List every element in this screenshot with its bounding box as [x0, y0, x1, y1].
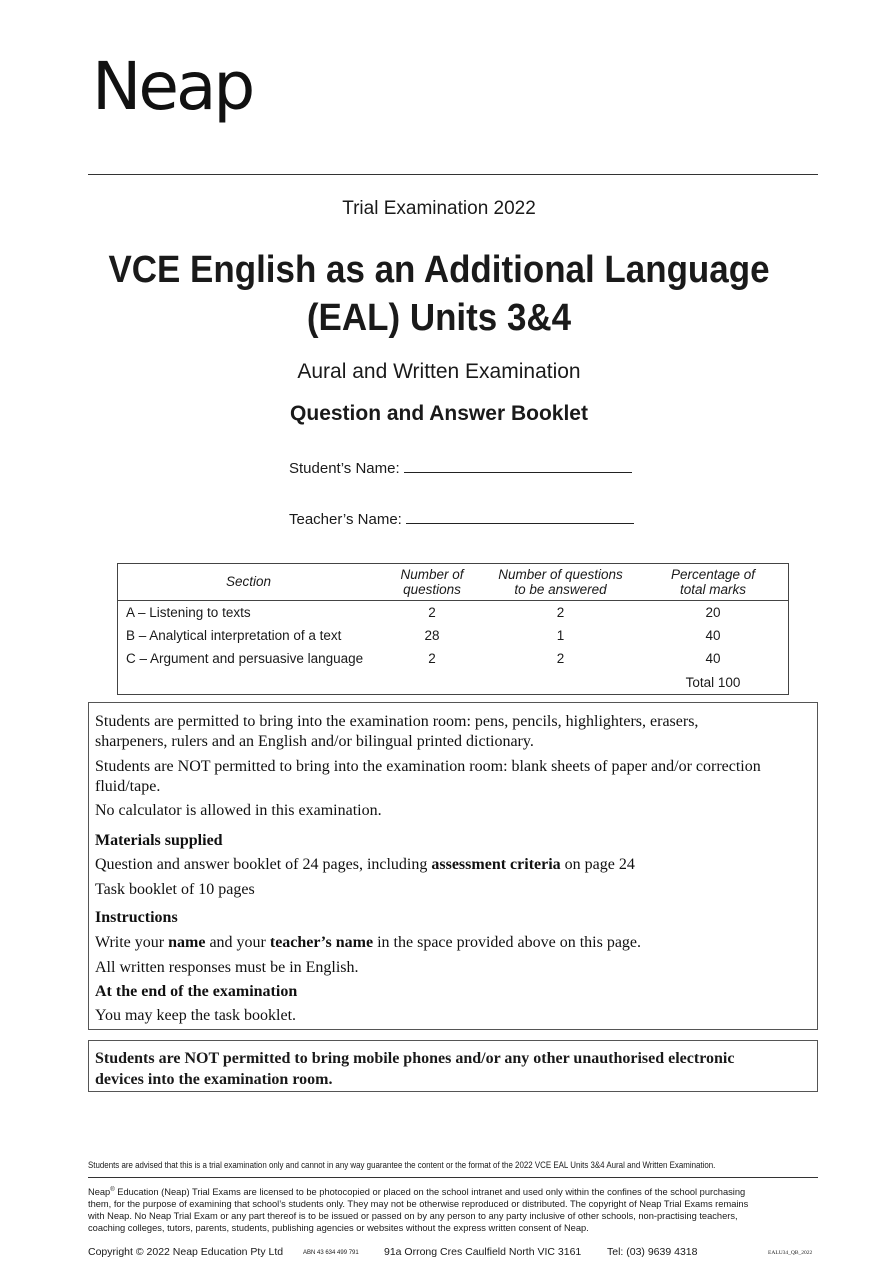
not-permitted-line1: Students are NOT permitted to bring into the examination room: blank sheets of paper and/or correction	[95, 758, 761, 775]
header-percent	[658, 567, 768, 597]
row-percent: 40	[705, 651, 721, 666]
row-questions: 2	[428, 605, 436, 620]
header-percent-line1: Percentage of	[670, 567, 756, 582]
title-line-1: VCE English as an Additional Language	[108, 249, 770, 291]
student-name-field[interactable]	[289, 458, 632, 477]
document-code: EALU34_QB_2022	[768, 1250, 813, 1256]
footer-divider	[88, 1177, 818, 1178]
end-heading: At the end of the examination	[95, 983, 298, 1000]
warning-text	[95, 1048, 807, 1090]
neap-logo: Neap	[92, 48, 253, 125]
not-permitted-text	[95, 757, 807, 797]
teacher-name-label: Teacher’s Name:	[289, 511, 402, 528]
warning-line1: Students are NOT permitted to bring mobile phones and/or any other unauthorised electronic	[95, 1050, 735, 1067]
sections-table	[117, 563, 789, 695]
teacher-name-field[interactable]	[289, 509, 634, 528]
keep-text: You may keep the task booklet.	[95, 1007, 297, 1024]
student-name-line[interactable]	[404, 458, 632, 473]
row-section: B – Analytical interpretation of a text	[126, 628, 342, 643]
qa-post: on page 24	[560, 856, 635, 873]
table-total: Total 100	[685, 675, 741, 690]
booklet-title: Question and Answer Booklet	[290, 402, 588, 425]
license-line1: Education (Neap) Trial Exams are licensed to be photocopied or placed on the school intranet and used only within the confines of the school purchasing	[114, 1187, 746, 1198]
registered-mark: ®	[110, 1187, 115, 1193]
row-answered: 2	[556, 605, 565, 620]
permitted-text	[95, 712, 807, 752]
table-row	[118, 605, 788, 625]
write-post: in the space provided above on this page.	[373, 934, 642, 951]
instructions-heading: Instructions	[95, 909, 178, 926]
advised-note: Students are advised that this is a trial examination only and cannot in any way guarantee the content or the format of the 2022 VCE EAL Units 3&4 Aural and Written Examination.	[88, 1160, 716, 1170]
license-line2: them, for the purpose of examining that school’s students only. They may not be otherwise reproduced or distributed. The copyright of Neap Trial Exams remains	[88, 1199, 749, 1210]
row-answered: 2	[556, 651, 565, 666]
row-percent: 40	[705, 628, 721, 643]
qa-pre: Question and answer booklet of 24 pages, including	[95, 856, 432, 873]
instructions-box	[88, 702, 818, 1030]
materials-heading: Materials supplied	[95, 832, 223, 849]
address-text: 91a Orrong Cres Caulfield North VIC 3161	[384, 1246, 582, 1258]
teacher-name-line[interactable]	[406, 509, 634, 524]
row-section: A – Listening to texts	[126, 605, 251, 620]
qa-booklet-text	[95, 855, 807, 875]
english-text: All written responses must be in English.	[95, 959, 359, 976]
header-to-answer	[488, 567, 633, 597]
row-answered: 1	[556, 628, 565, 643]
exam-subtitle: Aural and Written Examination	[297, 360, 581, 383]
warning-box	[88, 1040, 818, 1092]
license-line4: coaching colleges, tutors, parents, students, publishing agencies or websites without the express written consent of Neap.	[88, 1223, 589, 1234]
header-section: Section	[225, 574, 272, 589]
table-row	[118, 651, 788, 671]
write-teacher-bold: teacher’s name	[269, 934, 374, 951]
phone-text: Tel: (03) 9639 4318	[607, 1246, 698, 1258]
calculator-text: No calculator is allowed in this examination.	[95, 802, 382, 819]
header-num-questions	[393, 567, 471, 597]
warning-line2: devices into the examination room.	[95, 1071, 333, 1088]
permitted-line1: Students are permitted to bring into the examination room: pens, pencils, highlighters, erasers,	[95, 713, 699, 730]
not-permitted-line2: fluid/tape.	[95, 778, 161, 795]
student-name-label: Student’s Name:	[289, 460, 400, 477]
write-pre: Write your	[95, 934, 169, 951]
row-percent: 20	[705, 605, 721, 620]
write-mid: and your	[205, 934, 270, 951]
copyright-text: Copyright © 2022 Neap Education Pty Ltd	[88, 1246, 284, 1258]
table-row	[118, 628, 788, 648]
assessment-criteria: assessment criteria	[431, 856, 561, 873]
header-percent-line2: total marks	[679, 582, 747, 597]
license-text	[88, 1184, 818, 1234]
table-header	[118, 564, 788, 601]
abn-text: ABN 43 634 499 791	[303, 1250, 359, 1256]
title-line-2: (EAL) Units 3&4	[306, 297, 572, 339]
write-name-bold: name	[168, 934, 206, 951]
header-num-questions-line1: Number of	[400, 567, 464, 582]
row-questions: 2	[428, 651, 436, 666]
task-booklet-text: Task booklet of 10 pages	[95, 881, 255, 898]
row-questions: 28	[424, 628, 440, 643]
table-total-row	[118, 675, 788, 695]
header-divider	[88, 174, 818, 175]
write-name-text	[95, 933, 807, 953]
license-brand: Neap	[88, 1187, 111, 1198]
license-line3: with Neap. No Neap Trial Exam or any part thereof is to be issued or passed on by any person to any party inclusive of other schools, non-practising teachers,	[88, 1211, 738, 1222]
page-title	[35, 246, 843, 342]
header-to-answer-line1: Number of questions	[498, 567, 623, 582]
trial-label: Trial Examination 2022	[342, 198, 536, 219]
header-num-questions-line2: questions	[403, 582, 461, 597]
permitted-line2: sharpeners, rulers and an English and/or bilingual printed dictionary.	[95, 733, 534, 750]
header-to-answer-line2: to be answered	[514, 582, 607, 597]
row-section: C – Argument and persuasive language	[126, 651, 364, 666]
